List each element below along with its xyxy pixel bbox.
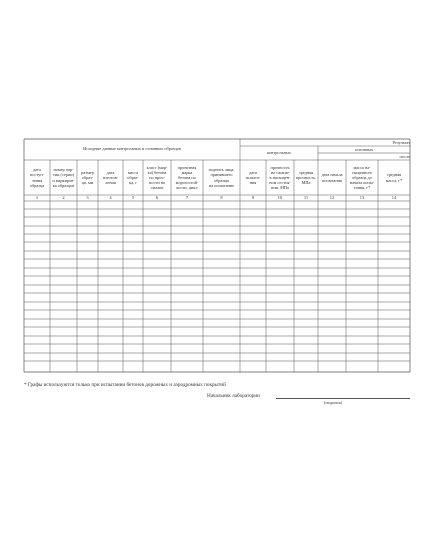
group-header-results: Результат bbox=[392, 140, 410, 145]
column-number-13: 13 bbox=[359, 195, 365, 201]
column-header-3: размер образ- ца, мм bbox=[81, 169, 94, 186]
column-number-1: 1 bbox=[35, 195, 39, 201]
column-header-6: класс (мар- ка) бетона по проч- ности на сжатие bbox=[146, 164, 168, 191]
column-header-9: дата испыта- ния bbox=[245, 169, 261, 186]
column-number-8: 8 bbox=[220, 195, 223, 201]
signature-line bbox=[276, 398, 410, 399]
column-number-9: 9 bbox=[251, 195, 255, 201]
column-number-7: 7 bbox=[185, 195, 189, 201]
column-number-3: 3 bbox=[86, 195, 89, 201]
column-header-2: номер пар- тии (серии) и маркиров- ка образцов bbox=[52, 167, 75, 188]
signature-caption: (подпись) bbox=[324, 400, 343, 405]
column-number-12: 12 bbox=[329, 195, 335, 201]
column-number-14: 14 bbox=[391, 195, 397, 201]
column-header-5: масса образ- ца, г bbox=[127, 169, 139, 186]
chief-label: Начальник лаборатории bbox=[207, 393, 260, 399]
column-number-10: 10 bbox=[277, 195, 283, 201]
column-number-4: 4 bbox=[109, 195, 112, 201]
footnote: * Графы используются только при испытании бетонов дорожных и аэродромных покрытий bbox=[24, 382, 226, 388]
column-header-10: прочность на сжатие в насыщен- ном состоя- нии, МПа bbox=[269, 164, 291, 191]
column-header-7: проектная марка бетона по морозостой- кости, цикл bbox=[175, 164, 199, 191]
group-header-after: после bbox=[399, 154, 410, 159]
column-header-11: средняя прочность, МПа bbox=[295, 169, 317, 186]
column-header-8: подпись лица, принявшего образцы на испытание bbox=[208, 167, 235, 188]
column-header-1: дата поступ- ления образца bbox=[29, 167, 45, 188]
column-header-13: масса на- сыщенного образца до начала испы- тания, г* bbox=[349, 164, 375, 191]
column-header-12: дата начала испытания bbox=[321, 172, 343, 183]
group-header-initial-data: Исходные данные контрольных и основных образцов bbox=[83, 146, 181, 151]
column-number-5: 5 bbox=[131, 195, 135, 201]
group-header-main: основных bbox=[355, 147, 373, 152]
group-header-control: контрольных bbox=[267, 150, 291, 155]
column-header-4: дата изготов- ления bbox=[102, 169, 119, 186]
column-number-6: 6 bbox=[155, 195, 159, 201]
column-header-14: средняя масса, г* bbox=[385, 172, 403, 183]
column-number-2: 2 bbox=[62, 195, 65, 201]
column-number-11: 11 bbox=[303, 195, 309, 201]
